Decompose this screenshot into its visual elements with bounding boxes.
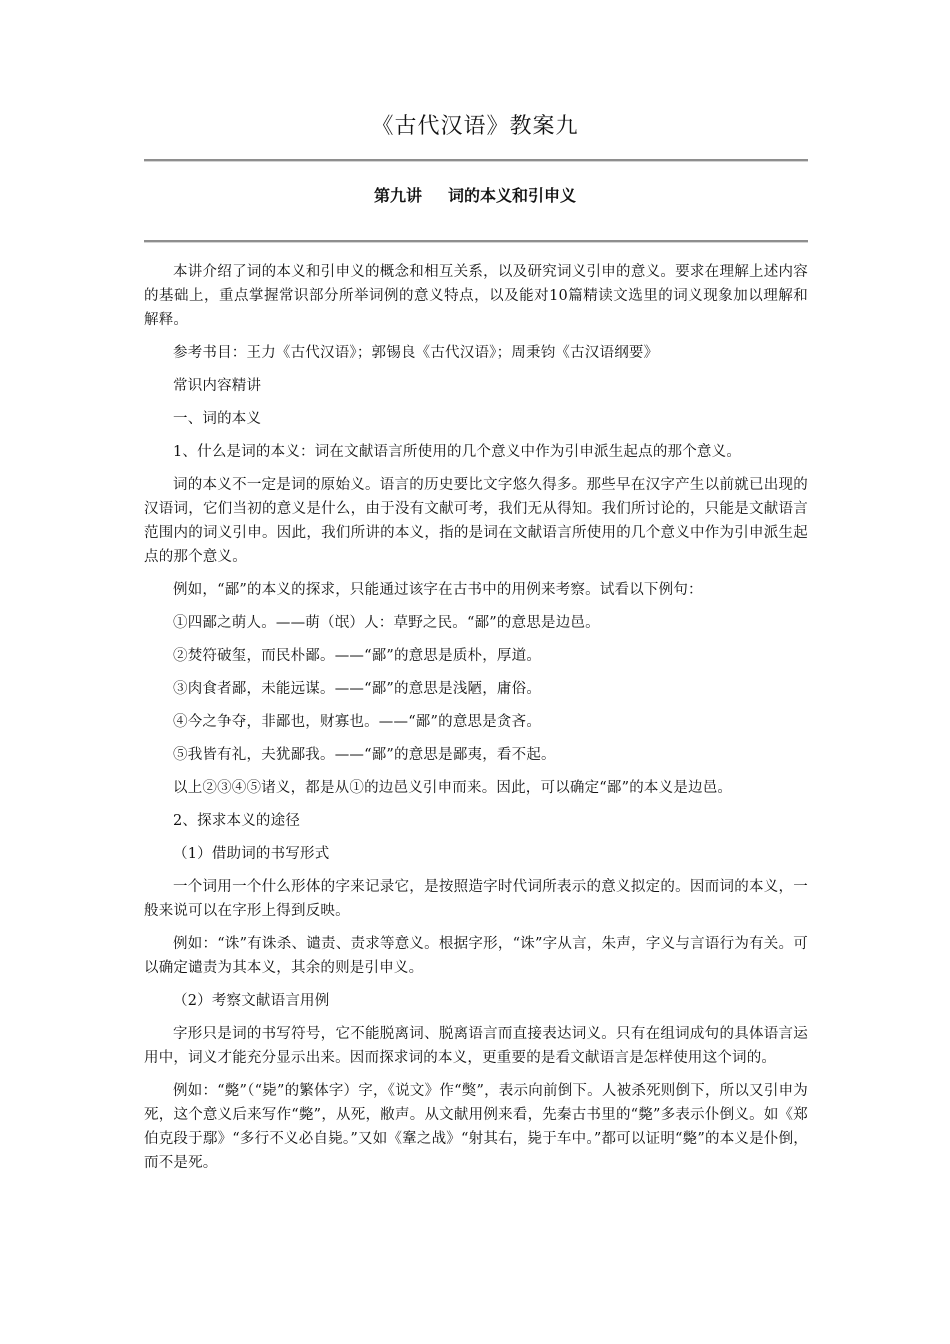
title-divider (144, 159, 808, 162)
subsection-item-heading: （1）借助词的书写形式 (173, 846, 330, 862)
document-body (144, 260, 808, 1184)
example-item: ②焚符破玺，而民朴鄙。——“鄙”的意思是质朴，厚道。 (173, 648, 542, 664)
example-item: ①四鄙之萌人。——萌（氓）人：草野之民。“鄙”的意思是边邑。 (173, 615, 600, 631)
lecture-title: 词的本义和引申义 (448, 186, 577, 205)
section-heading: 一、词的本义 (173, 411, 262, 427)
heading-divider (144, 240, 808, 243)
body-paragraph: 一个词用一个什么形体的字来记录它，是按照造字时代词所表示的意义拟定的。因而词的本义，一般来说可以在字形上得到反映。 (144, 879, 808, 919)
body-paragraph: 字形只是词的书写符号，它不能脱离词、脱离语言而直接表达词义。只有在组词成句的具体语言运用中，词义才能充分显示出来。因而探求词的本义，更重要的是看文献语言是怎样使用这个词的。 (144, 1026, 808, 1066)
example-item: ⑤我皆有礼，夫犹鄙我。——“鄙”的意思是鄙夷，看不起。 (173, 747, 556, 763)
example-item: ④今之争夺，非鄙也，财寡也。——“鄙”的意思是贪吝。 (173, 714, 542, 730)
example-conclusion: 以上②③④⑤诸义，都是从①的边邑义引申而来。因此，可以确定“鄙”的本义是边邑。 (173, 780, 733, 796)
example-intro: 例如，“鄙”的本义的探求，只能通过该字在古书中的用例来考察。试看以下例句： (173, 582, 703, 598)
section-label: 常识内容精讲 (173, 378, 262, 394)
lecture-number: 第九讲 (373, 186, 422, 205)
reference-books: 参考书目：王力《古代汉语》；郭锡良《古代汉语》；周秉钧《古汉语纲要》 (173, 345, 659, 361)
body-paragraph: 例如：“诛”有诛杀、谴责、责求等意义。根据字形，“诛”字从言，朱声，字义与言语行为有关。可以确定谴责为其本义，其余的则是引申义。 (144, 936, 808, 976)
subsection-heading: 2、探求本义的途径 (173, 813, 301, 829)
subsection-item-heading: （2）考察文献语言用例 (173, 993, 330, 1009)
body-paragraph: 例如：“斃”（“毙”的繁体字）字，《说文》作“獘”，表示向前倒下。人被杀死则倒下，所以又引申为死，这个意义后来写作“斃”，从死，敝声。从文献用例来看，先秦古书里的“斃”多表示仆倒义。如《郑伯克段于鄢》“多行不义必自毙。”又如《鞌之战》“射其右，毙于车中。”都可以证明“斃”的本义是仆倒，而不是死。 (144, 1083, 808, 1171)
body-paragraph: 词的本义不一定是词的原始义。语言的历史要比文字悠久得多。那些早在汉字产生以前就已出现的汉语词，它们当初的意义是什么，由于没有文献可考，我们无从得知。我们所讨论的，只能是文献语言范围内的词义引申。因此，我们所讲的本义，指的是词在文献语言所使用的几个意义中作为引申派生起点的那个意义。 (144, 477, 808, 565)
definition-paragraph: 1、什么是词的本义：词在文献语言所使用的几个意义中作为引申派生起点的那个意义。 (173, 444, 742, 460)
document-title: 《古代汉语》教案九 (371, 114, 579, 139)
example-item: ③肉食者鄙，未能远谋。——“鄙”的意思是浅陋，庸俗。 (173, 681, 542, 697)
lecture-heading (0, 184, 950, 208)
intro-paragraph: 本讲介绍了词的本义和引申义的概念和相互关系，以及研究词义引申的意义。要求在理解上述内容的基础上，重点掌握常识部分所举词例的意义特点，以及能对10篇精读文选里的词义现象加以理解和解释。 (144, 264, 808, 328)
